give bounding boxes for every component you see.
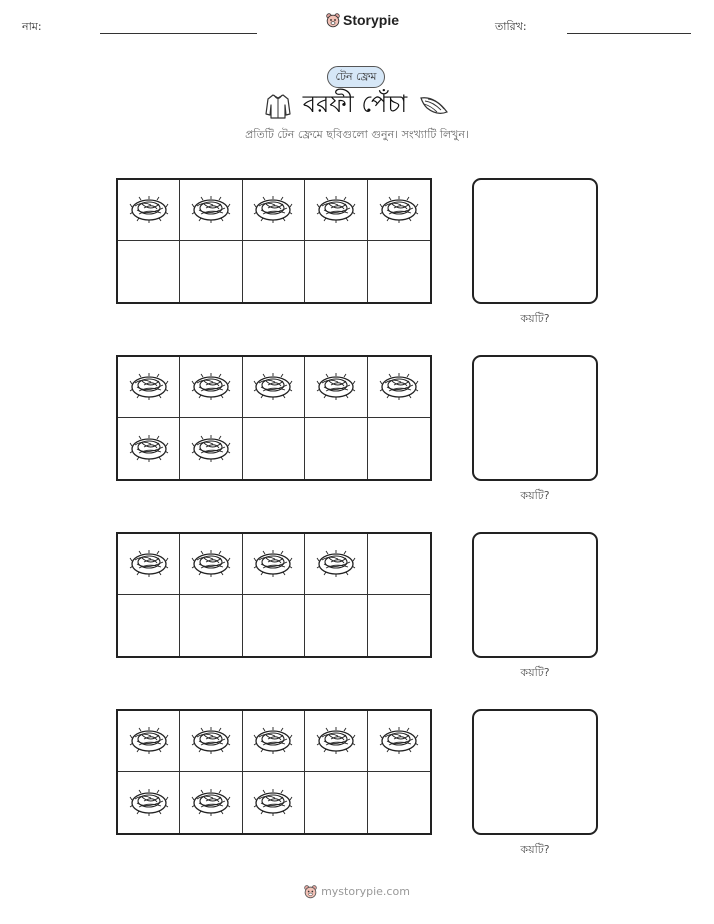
ten-frame-3 [116,532,432,658]
frame-cell [118,711,180,772]
frame-cell [243,418,305,479]
nest-icon [129,369,169,405]
frame-cell [368,595,430,656]
frame-cell [118,357,180,418]
jacket-icon [265,92,291,120]
nest-icon [253,785,293,821]
frame-cell [368,772,430,833]
nest-icon [129,785,169,821]
nest-icon [316,546,356,582]
ten-frame-badge: টেন ফ্রেম [327,66,385,88]
answer-label-1: কয়টি? [520,312,550,325]
answer-label-3: কয়টি? [520,666,550,679]
ten-frame-2 [116,355,432,481]
answer-box-4[interactable] [472,709,598,835]
storypie-bear-icon [326,12,340,28]
ten-frame-4 [116,709,432,835]
frame-cell [180,357,242,418]
frame-cell [243,241,305,302]
name-label: নাম: [22,20,42,33]
nest-icon [129,723,169,759]
brand-logo [326,12,399,28]
frame-cell [305,772,367,833]
frame-cell [243,357,305,418]
answer-box-2[interactable] [472,355,598,481]
frame-cell [305,711,367,772]
nest-icon [191,369,231,405]
frame-cell [368,180,430,241]
nest-icon [379,723,419,759]
frame-cell [305,534,367,595]
storypie-bear-icon [304,884,317,899]
nest-icon [129,546,169,582]
footer [0,884,714,899]
answer-box-1[interactable] [472,178,598,304]
nest-icon [129,192,169,228]
nest-icon [379,369,419,405]
frame-cell [180,180,242,241]
frame-cell [180,534,242,595]
frame-cell [180,711,242,772]
nest-icon [191,431,231,467]
nest-icon [316,369,356,405]
nest-icon [191,192,231,228]
nest-icon [253,369,293,405]
answer-label-2: কয়টি? [520,489,550,502]
ten-frame-1 [116,178,432,304]
frame-cell [180,241,242,302]
frame-cell [305,241,367,302]
nest-icon [253,192,293,228]
instruction-text: প্রতিটি টেন ফ্রেমে ছবিগুলো গুনুন। সংখ্যাটি লিখুন। [245,128,469,141]
frame-cell [368,534,430,595]
footer-url: mystorypie.com [321,885,410,898]
frame-cell [243,534,305,595]
answer-label-4: কয়টি? [520,843,550,856]
frame-cell [305,180,367,241]
frame-cell [243,595,305,656]
frame-cell [243,772,305,833]
date-line[interactable] [567,33,691,34]
nest-icon [129,431,169,467]
frame-cell [180,595,242,656]
nest-icon [191,785,231,821]
frame-cell [118,180,180,241]
wing-icon [419,94,449,118]
frame-cell [118,418,180,479]
nest-icon [191,546,231,582]
frame-cell [368,418,430,479]
frame-cell [368,241,430,302]
frame-cell [368,357,430,418]
frame-cell [118,241,180,302]
frame-cell [118,595,180,656]
date-label: তারিখ: [495,20,527,33]
frame-cell [305,418,367,479]
name-line[interactable] [100,33,257,34]
frame-cell [118,534,180,595]
answer-box-3[interactable] [472,532,598,658]
title-row [0,86,714,126]
nest-icon [253,723,293,759]
frame-cell [305,357,367,418]
frame-cell [118,772,180,833]
frame-cell [243,180,305,241]
frame-cell [180,772,242,833]
nest-icon [253,546,293,582]
nest-icon [316,723,356,759]
frame-cell [180,418,242,479]
nest-icon [316,192,356,228]
nest-icon [191,723,231,759]
frame-cell [305,595,367,656]
frame-cell [368,711,430,772]
page-title: বরফী পেঁচা [302,90,408,118]
nest-icon [379,192,419,228]
brand-name: Storypie [343,12,400,28]
frame-cell [243,711,305,772]
